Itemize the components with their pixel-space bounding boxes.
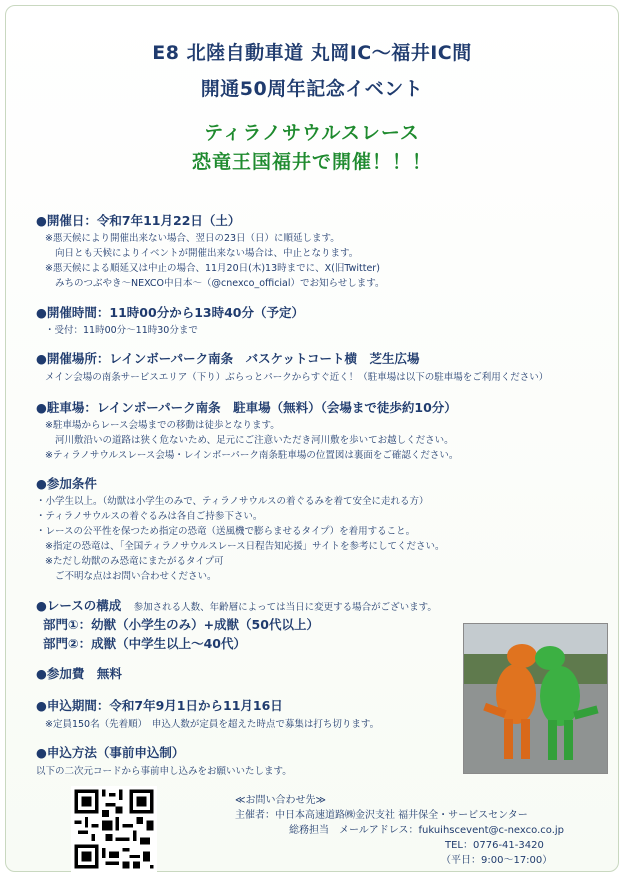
date-note: みちのつぶやき～NEXCO中日本～（@cnexco_official）でお知らせします。 — [55, 278, 385, 289]
parking-heading: ●駐車場：レインボーパーク南条 駐車場（無料）（会場まで徒歩約10分） — [36, 400, 457, 415]
time-note: ・受付：11時00分～11時30分まで — [45, 325, 198, 336]
venue-heading: ●開催場所：レインボーパーク南条 バスケットコート横 芝生広場 — [36, 351, 420, 366]
conditions-note: ・小学生以上。（幼獣は小学生のみで、ティラノサウルスの着ぐるみを着て安全に走れる方） — [36, 496, 429, 507]
parking-note: ※駐車場からレース会場までの移動は徒歩となります。 — [45, 420, 280, 431]
date-note: ※悪天候により開催出来ない場合、翌日の23日（日）に順延します。 — [45, 233, 340, 244]
title-line-1: E8 北陸自動車道 丸岡IC～福井IC間 — [152, 42, 472, 64]
application-method-note: 以下の二次元コードから事前申し込みをお願いいたします。 — [36, 766, 292, 777]
conditions-heading: ●参加条件 — [36, 476, 97, 491]
contact-title: ≪お問い合わせ先≫ — [235, 795, 326, 806]
race-division: 部門②：成獣（中学生以上～40代） — [43, 636, 246, 651]
dinosaur-photo — [463, 623, 608, 774]
contact-staff: 総務担当 メールアドレス：fukuihscevent@c-nexco.co.jp — [289, 825, 565, 836]
date-note: ※悪天候による順延又は中止の場合、11月20日(木)13時までに、X(旧Twitter) — [45, 263, 380, 274]
date-note: 向日とも天候によりイベントが開催出来ない場合は、中止となります。 — [55, 248, 359, 259]
venue-note: メイン会場の南条サービスエリア（下り）ぶらっとパークからすぐ近く！（駐車場は以下の駐車場をご利用ください） — [45, 372, 549, 383]
conditions-note: ご不明な点はお問い合わせください。 — [55, 571, 217, 582]
conditions-note: ※指定の恐竜は、「全国ティラノサウルスレース日程告知応援」サイトを参考にしてください。 — [45, 541, 445, 552]
conditions-note: ・レースの公平性を保つため指定の恐竜（送風機で膨らませるタイプ）を着用すること。 — [36, 526, 416, 537]
race-heading-text: ●レースの構成 — [36, 598, 122, 613]
application-period-heading: ●申込期間：令和7年9月1日から11月16日 — [36, 698, 283, 713]
time-heading: ●開催時間：11時00分から13時40分（予定） — [36, 305, 304, 320]
application-method-heading: ●申込方法（事前申込制） — [36, 745, 185, 760]
parking-note: ※ティラノサウルスレース会場・レインボーパーク南条駐車場の位置図は裏面をご確認ください。 — [45, 450, 459, 461]
contact-organizer: 主催者：中日本高速道路㈱金沢支社 福井保全・サービスセンター — [235, 810, 528, 821]
contact-hours: （平日：9:00～17:00） — [441, 855, 553, 866]
parking-note: 河川敷沿いの道路は狭く危ないため、足元にご注意いただき河川敷を歩いてお越しください。 — [55, 435, 454, 446]
race-division: 部門①：幼獣（小学生のみ）+成獣（50代以上） — [43, 617, 319, 632]
title-line-2: 開通50周年記念イベント — [200, 78, 424, 100]
title-line-4: 恐竜王国福井で開催！！！ — [191, 151, 432, 173]
conditions-note: ・ティラノサウルスの着ぐるみは各自ご持参下さい。 — [36, 511, 263, 522]
date-heading: ●開催日：令和7年11月22日（土） — [36, 213, 241, 228]
fee-heading: ●参加費 無料 — [36, 666, 122, 681]
race-heading-note: 参加される人数、年齢層によっては当日に変更する場合がございます。 — [133, 602, 437, 613]
application-period-note: ※定員150名（先着順） 申込人数が定員を超えた時点で募集は打ち切ります。 — [45, 719, 380, 730]
title-line-3: ティラノサウルスレース — [204, 122, 420, 144]
qr-code[interactable] — [71, 786, 157, 872]
conditions-note: ※ただし幼獣のみ恐竜にまたがるタイプ可 — [45, 556, 224, 567]
race-heading — [36, 596, 437, 614]
contact-tel: TEL：0776-41-3420 — [445, 840, 544, 851]
